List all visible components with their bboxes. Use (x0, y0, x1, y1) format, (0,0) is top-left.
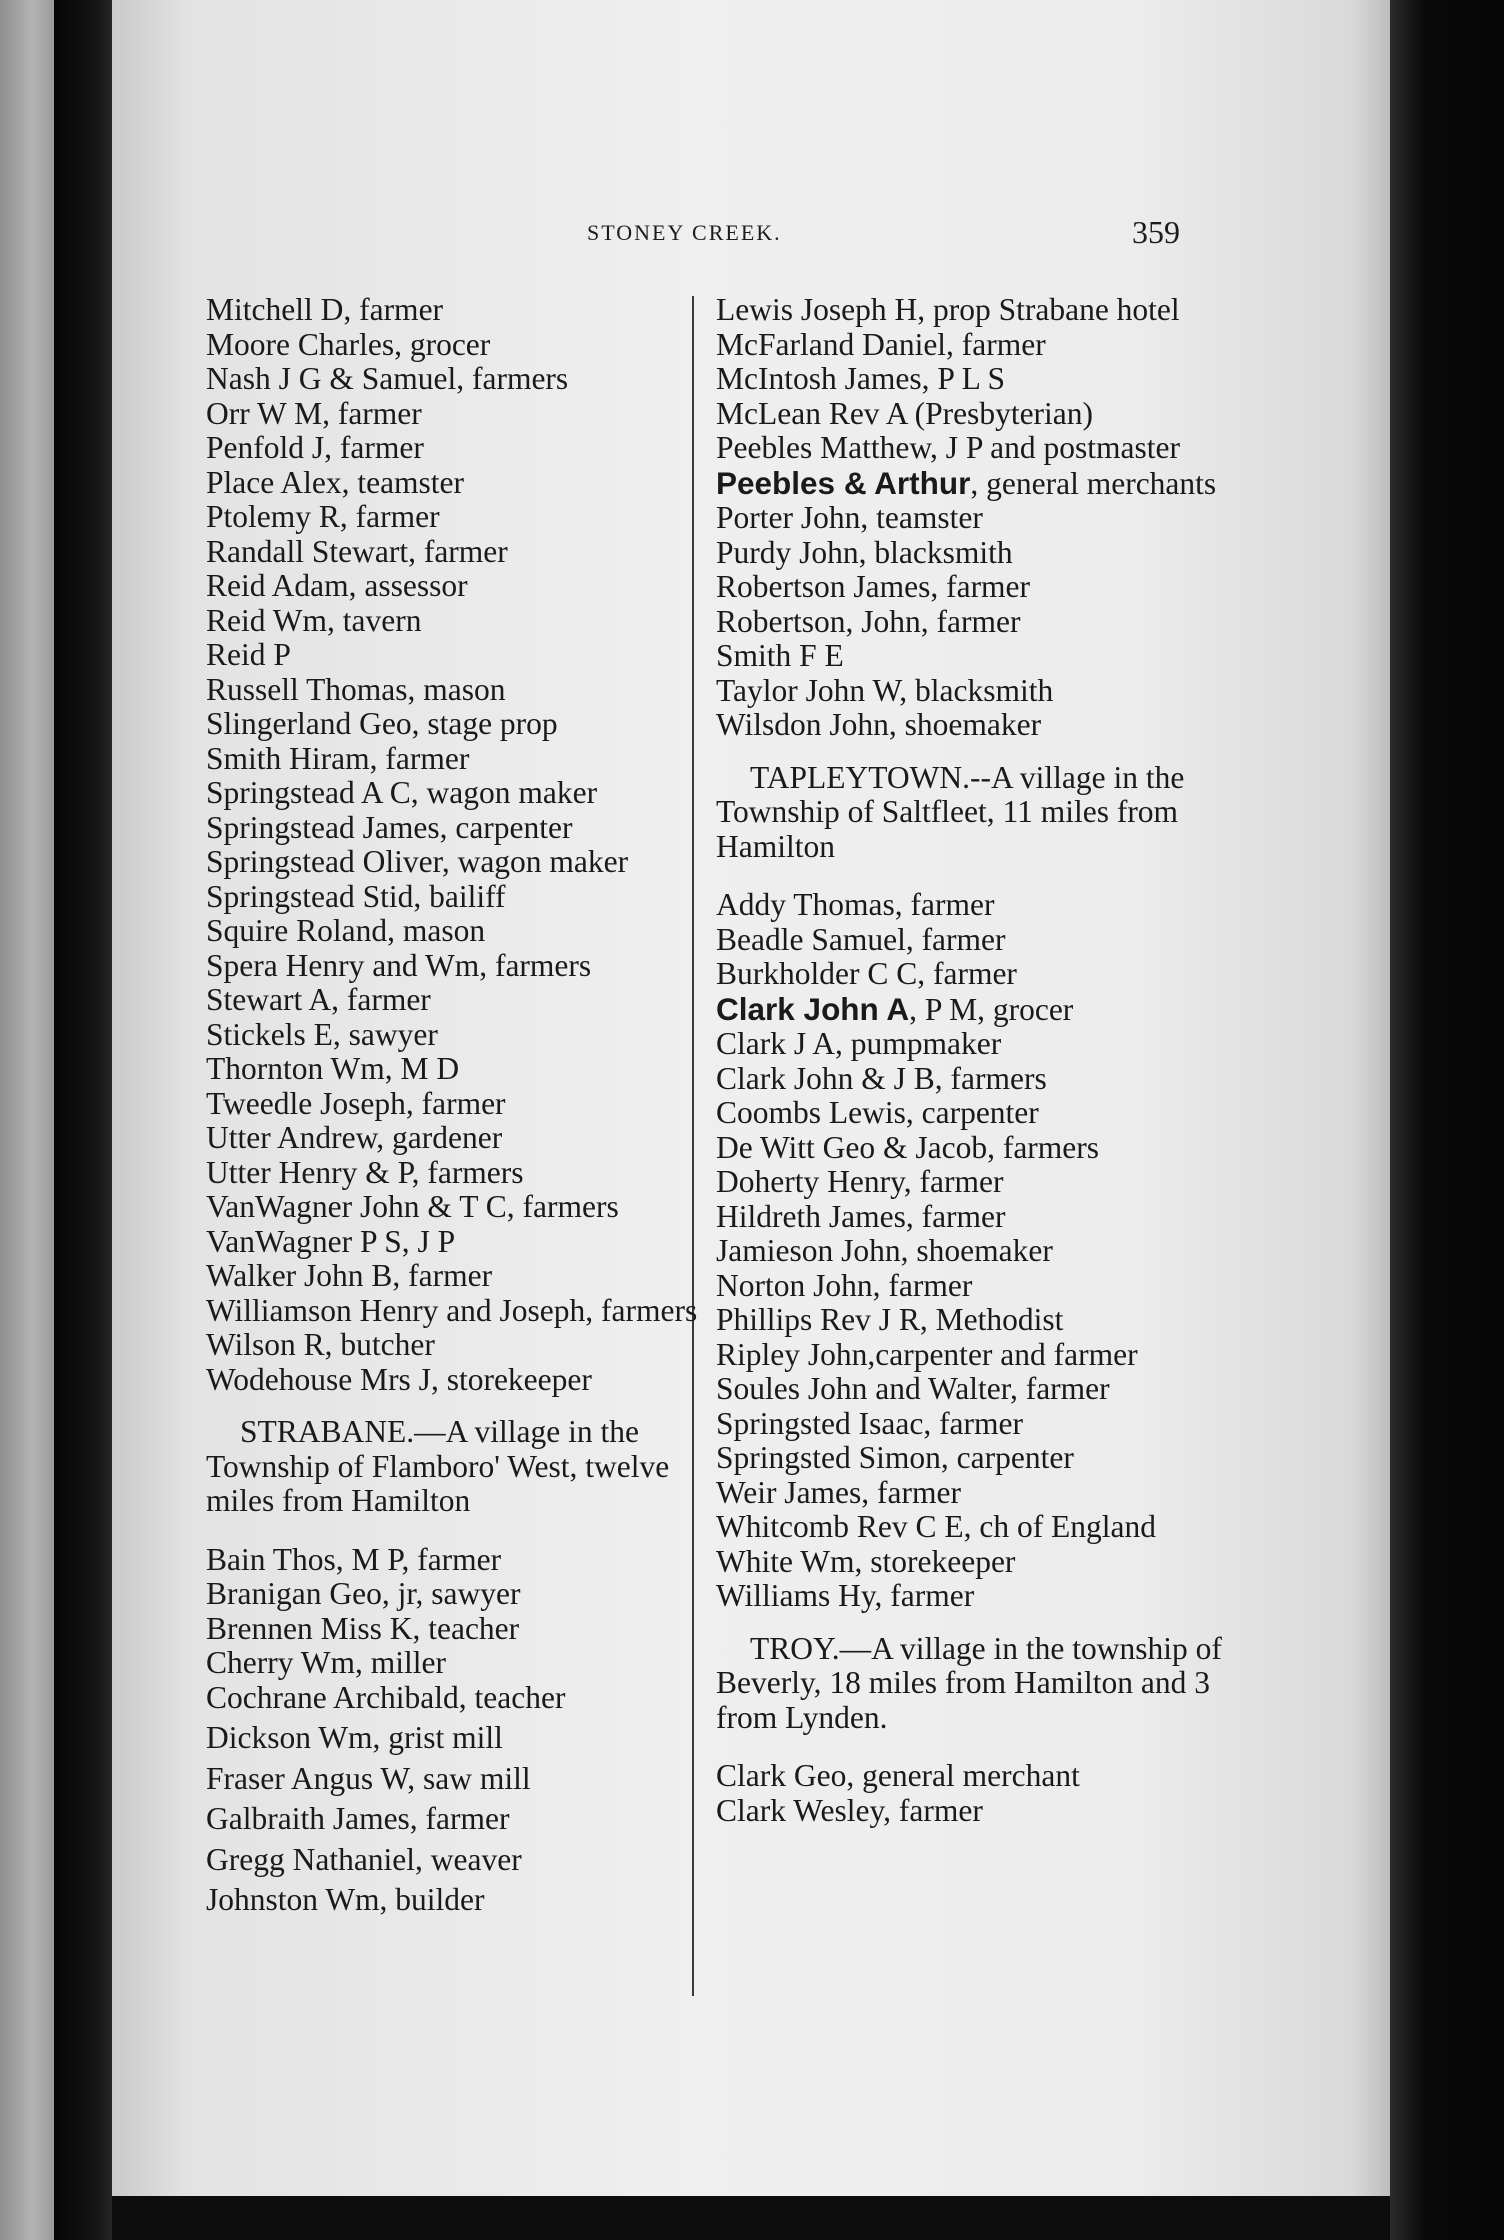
list-item: McFarland Daniel, farmer (716, 326, 1046, 362)
entry-description: , P M, grocer (909, 991, 1074, 1027)
list-item: Slingerland Geo, stage prop (206, 706, 558, 741)
list-item: Addy Thomas, farmer (716, 887, 995, 922)
list-item: Branigan Geo, jr, sawyer (206, 1576, 521, 1611)
page-number: 359 (1132, 214, 1180, 250)
facing-page-edge (0, 0, 54, 2240)
list-item: Soules John and Walter, farmer (716, 1371, 1110, 1406)
list-item: Brennen Miss K, teacher (206, 1610, 520, 1646)
list-item: Norton John, farmer (716, 1267, 973, 1303)
list-item: Penfold J, farmer (206, 430, 424, 465)
list-item: Lewis Joseph H, prop Strabane hotel (716, 292, 1180, 327)
list-item: VanWagner John & T C, farmers (206, 1189, 619, 1224)
running-head: STONEY CREEK. (587, 220, 782, 245)
left-column (206, 293, 726, 1918)
list-item: Utter Henry & P, farmers (206, 1154, 524, 1190)
list-item: Mitchell D, farmer (206, 292, 444, 327)
list-item: VanWagner P S, J P (206, 1223, 456, 1259)
section-heading-tapleytown: TAPLEYTOWN.--A village in the Township of Saltfleet, 11 miles from Hamilton (716, 759, 1185, 864)
list-item: Orr W M, farmer (206, 395, 422, 431)
list-item: Russell Thomas, mason (206, 671, 506, 707)
list-item: Wilson R, butcher (206, 1327, 435, 1362)
list-item: Jamieson John, shoemaker (716, 1233, 1053, 1268)
list-item: Peebles Matthew, J P and postmaster (716, 430, 1180, 465)
list-item: Smith F E (716, 638, 844, 673)
list-item: Ripley John,carpenter and farmer (716, 1336, 1138, 1372)
troy-list (716, 1759, 1236, 1828)
list-item: Ptolemy R, farmer (206, 499, 440, 534)
list-item: Squire Roland, mason (206, 913, 486, 948)
list-item: Wodehouse Mrs J, storekeeper (206, 1361, 592, 1397)
list-item: Gregg Nathaniel, weaver (206, 1841, 522, 1877)
list-item: Stewart A, farmer (206, 982, 431, 1017)
list-item: Taylor John W, blacksmith (716, 672, 1054, 708)
list-item: Johnston Wm, builder (206, 1882, 485, 1917)
entry-description: , general merchants (970, 465, 1217, 501)
list-item: Wilsdon John, shoemaker (716, 707, 1042, 742)
list-item: McLean Rev A (Presbyterian) (716, 395, 1094, 431)
list-item: Fraser Angus W, saw mill (206, 1760, 531, 1796)
list-item: Burkholder C C, farmer (716, 956, 1017, 991)
list-item: Robertson, John, farmer (716, 603, 1021, 639)
list-item-bold (716, 466, 1236, 502)
list-item: Cherry Wm, miller (206, 1645, 446, 1680)
strabane-list (206, 1543, 726, 1918)
list-item: McIntosh James, P L S (716, 361, 1006, 396)
list-item: Place Alex, teamster (206, 464, 465, 500)
list-item: Dickson Wm, grist mill (206, 1720, 503, 1755)
list-item: Nash J G & Samuel, farmers (206, 361, 569, 396)
list-item: Tweedle Joseph, farmer (206, 1085, 506, 1121)
bold-name: Peebles & Arthur (716, 464, 971, 501)
right-column (716, 293, 1236, 1828)
list-item: Stickels E, sawyer (206, 1016, 438, 1052)
list-item: Purdy John, blacksmith (716, 534, 1013, 570)
page-bottom-shadow (112, 2196, 1390, 2240)
list-item: White Wm, storekeeper (716, 1543, 1016, 1579)
list-item: Springstead Oliver, wagon maker (206, 844, 629, 879)
list-item: Galbraith James, farmer (206, 1801, 510, 1836)
list-item: Reid Wm, tavern (206, 602, 422, 638)
list-item: Springsted Isaac, farmer (716, 1405, 1024, 1441)
list-item: Thornton Wm, M D (206, 1051, 460, 1086)
list-item: Porter John, teamster (716, 500, 983, 535)
list-item: Smith Hiram, farmer (206, 740, 470, 776)
list-item: Springstead James, carpenter (206, 809, 573, 845)
list-item: Reid Adam, assessor (206, 568, 468, 603)
list-item: Walker John B, farmer (206, 1258, 493, 1293)
list-item: Springstead A C, wagon maker (206, 775, 598, 810)
list-item: Williamson Henry and Joseph, farmers (206, 1292, 698, 1328)
list-item: Clark J A, pumpmaker (716, 1026, 1002, 1061)
list-item: Robertson James, farmer (716, 569, 1031, 604)
list-item: Hildreth James, farmer (716, 1198, 1006, 1234)
directory-list (206, 293, 726, 1397)
page-right-shadow (1390, 0, 1504, 2240)
list-item: Beadle Samuel, farmer (716, 921, 1006, 957)
list-item: De Witt Geo & Jacob, farmers (716, 1129, 1100, 1165)
directory-list (716, 293, 1236, 743)
list-item: Weir James, farmer (716, 1474, 961, 1510)
list-item: Coombs Lewis, carpenter (716, 1095, 1039, 1130)
list-item: Cochrane Archibald, teacher (206, 1679, 566, 1715)
book-gutter (54, 0, 116, 2240)
page-header (112, 214, 1390, 254)
list-item: Randall Stewart, farmer (206, 533, 508, 569)
list-item: Springsted Simon, carpenter (716, 1440, 1074, 1475)
section-heading-troy: TROY.—A village in the township of Beverly, 18 miles from Hamilton and 3 from Lynden. (716, 1630, 1222, 1735)
tapleytown-list (716, 888, 1236, 1614)
section-heading-strabane: STRABANE.—A village in the Township of Flamboro' West, twelve miles from Hamilton (206, 1414, 670, 1518)
list-item: Phillips Rev J R, Methodist (716, 1302, 1064, 1337)
list-item: Moore Charles, grocer (206, 326, 491, 362)
list-item: Utter Andrew, gardener (206, 1120, 503, 1155)
list-item: Bain Thos, M P, farmer (206, 1541, 502, 1577)
list-item: Clark Geo, general merchant (716, 1758, 1080, 1793)
list-item: Clark Wesley, farmer (716, 1792, 983, 1828)
list-item: Springstead Stid, bailiff (206, 878, 506, 914)
list-item: Whitcomb Rev C E, ch of England (716, 1509, 1157, 1544)
list-item: Williams Hy, farmer (716, 1578, 975, 1613)
list-item: Reid P (206, 637, 291, 672)
list-item: Doherty Henry, farmer (716, 1164, 1004, 1199)
list-item-bold (716, 992, 1236, 1028)
list-item: Clark John & J B, farmers (716, 1060, 1047, 1096)
list-item: Spera Henry and Wm, farmers (206, 947, 592, 983)
bold-name: Clark John A (716, 990, 910, 1027)
